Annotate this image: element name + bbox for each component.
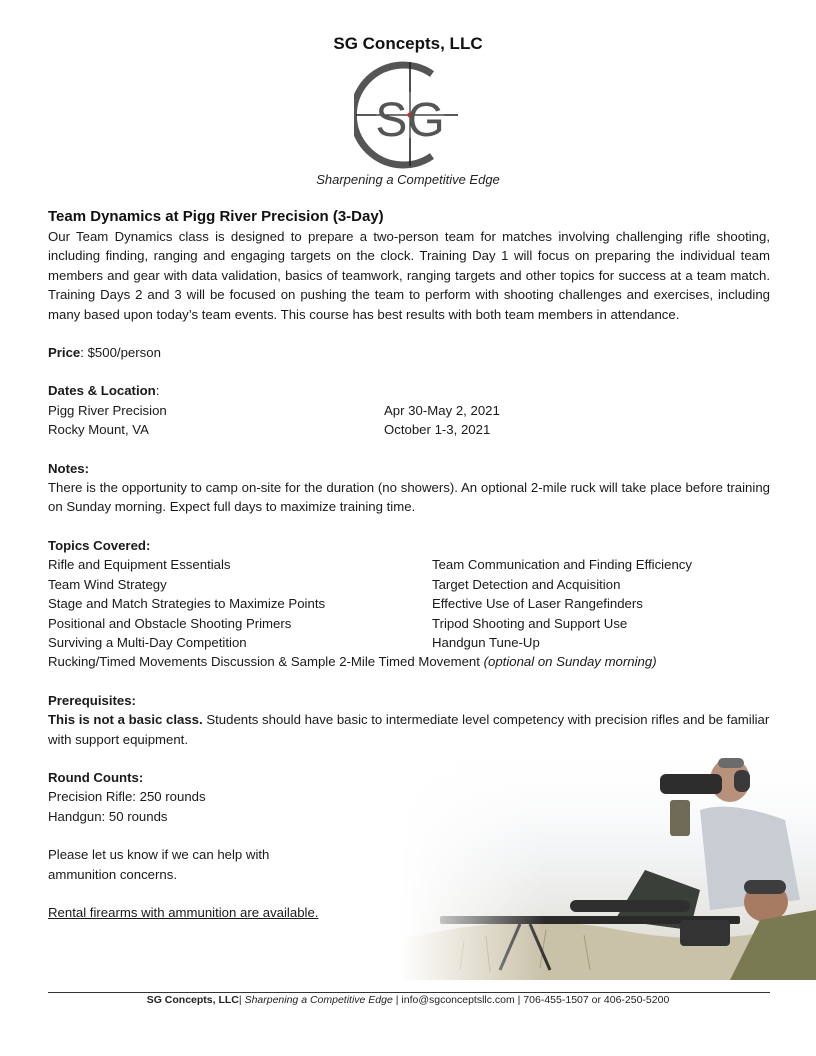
topic-item: Team Communication and Finding Efficiency — [432, 557, 692, 573]
shooters-photo — [400, 740, 816, 980]
topic-item: Handgun Tune-Up — [432, 634, 540, 650]
topic-item: Stage and Match Strategies to Maximize Points — [48, 596, 326, 612]
date-row — [48, 401, 770, 420]
date-value: October 1-3, 2021 — [384, 422, 491, 438]
svg-text:SG: SG — [375, 94, 445, 147]
footer-tagline: Sharpening a Competitive Edge — [244, 994, 393, 1006]
footer — [0, 994, 816, 1006]
topic-item: Positional and Obstacle Shooting Primers — [48, 615, 292, 631]
topic-row — [48, 594, 770, 613]
rounds-rifle: Precision Rifle: 250 rounds — [48, 789, 206, 805]
rental-link[interactable]: Rental firearms with ammunition are available. — [48, 904, 319, 920]
topic-item: Effective Use of Laser Rangefinders — [432, 596, 643, 612]
date-row — [48, 420, 770, 439]
topic-item: Surviving a Multi-Day Competition — [48, 634, 247, 650]
price-label: Price — [48, 345, 81, 361]
rounds-handgun: Handgun: 50 rounds — [48, 808, 168, 824]
footer-divider — [48, 992, 770, 993]
topic-item: Rifle and Equipment Essentials — [48, 557, 231, 573]
course-description: Our Team Dynamics class is designed to prepare a two-person team for matches involving challenging rifle shooting, including finding, ranging and engaging targets on the clock. Training Day 1 will focus on preparing the individual team members and gear with data validation, basics of teamwork, ranging targets and other topics for success at a team match. Training Days 2 and 3 will be focused on pushing the team to perform with shooting challenges and exercises, including many based upon today’s team events. This course has best results with both team members in attendance. — [48, 229, 770, 322]
prereq-label: Prerequisites: — [48, 692, 136, 708]
rounds-label: Round Counts: — [48, 769, 144, 785]
company-name: SG Concepts, LLC — [333, 34, 483, 53]
topic-last-line — [48, 652, 770, 671]
tagline: Sharpening a Competitive Edge — [316, 172, 500, 187]
date-value: Apr 30-May 2, 2021 — [384, 402, 500, 418]
notes-text: There is the opportunity to camp on-site for the duration (no showers). An optional 2-mile ruck will take place before training on Sunday morning. Expect full days to maximize training time. — [48, 480, 770, 515]
date-location: Rocky Mount, VA — [48, 422, 149, 438]
topic-row — [48, 633, 770, 652]
date-location: Pigg River Precision — [48, 402, 167, 418]
topics-label: Topics Covered: — [48, 537, 151, 553]
topic-row — [48, 575, 770, 594]
topic-item: Team Wind Strategy — [48, 576, 167, 592]
topic-row — [48, 555, 770, 574]
notes-label: Notes: — [48, 460, 90, 476]
prereq-body: Students should have basic to intermediate level competency with precision rifles and be familiar with support equipment. — [48, 712, 770, 747]
dates-heading: Dates & Location: — [48, 383, 160, 399]
dates-label: Dates & Location — [48, 383, 156, 399]
course-title: Team Dynamics at Pigg River Precision (3-Day) — [48, 208, 384, 225]
footer-contact: | info@sgconceptsllc.com | 706-455-1507 or 406-250-5200 — [395, 994, 670, 1006]
topic-item: Rucking/Timed Movements Discussion & Sample 2-Mile Timed Movement — [48, 654, 480, 670]
topic-note: (optional on Sunday morning) — [483, 654, 657, 670]
help-line: Please let us know if we can help with — [48, 847, 270, 863]
topic-row — [48, 614, 770, 633]
sg-logo — [354, 60, 460, 170]
footer-separator: | — [238, 994, 242, 1006]
price-value: : $500/person — [80, 345, 161, 361]
help-line: ammunition concerns. — [48, 866, 178, 882]
prereq-bold: This is not a basic class. — [48, 712, 203, 728]
price-line — [48, 343, 770, 362]
footer-company: SG Concepts, LLC — [146, 994, 239, 1006]
topic-item: Target Detection and Acquisition — [432, 576, 621, 592]
topic-item: Tripod Shooting and Support Use — [432, 615, 628, 631]
